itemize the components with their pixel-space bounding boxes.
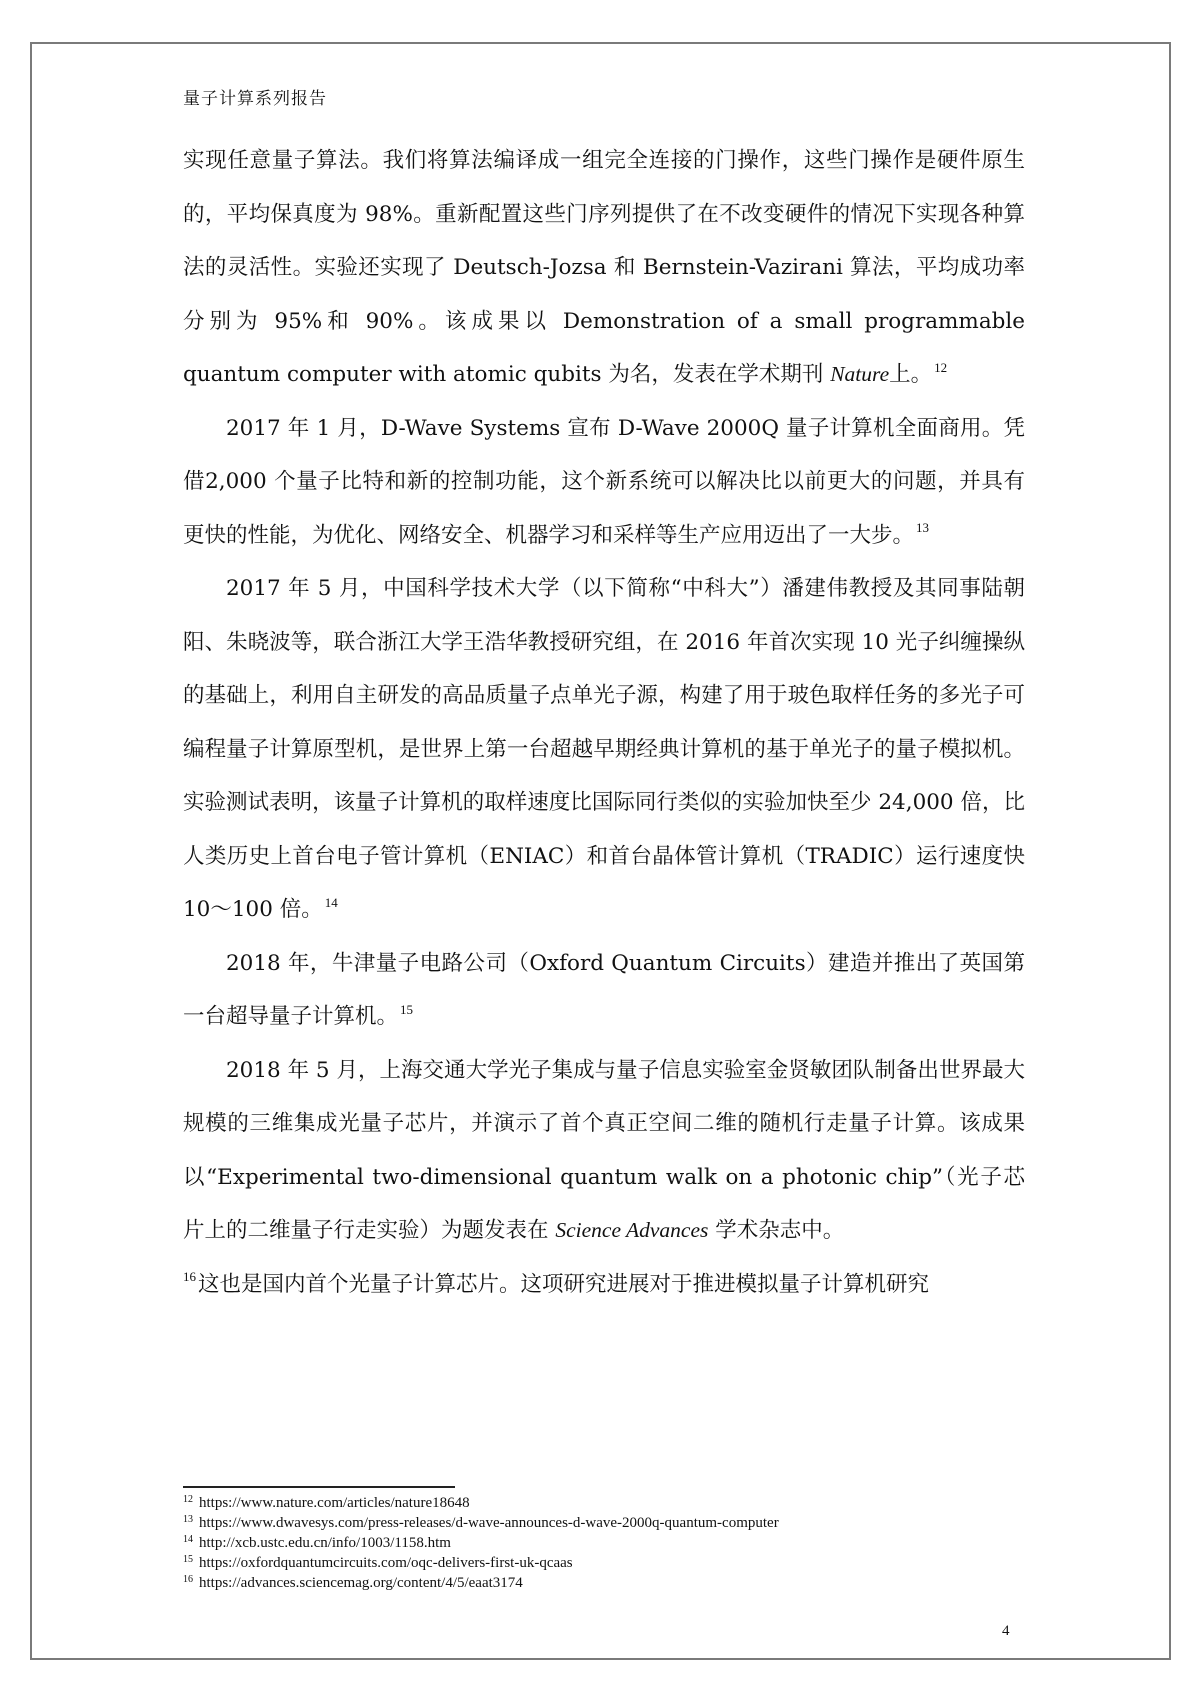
footnote-link[interactable]: http://xcb.ustc.edu.cn/info/1003/1158.htm [199, 1535, 451, 1551]
running-header: 量子计算系列报告 [183, 89, 327, 109]
footnote-link[interactable]: https://www.dwavesys.com/press-releases/d-wave-announces-d-wave-2000q-quantum-computer [199, 1515, 779, 1531]
paragraph-continuation: $^{16}$这也是国内首个光量子计算芯片。这项研究进展对于推进模拟量子计算机研究 [183, 1269, 930, 1297]
footnote-item: $^{12}$ https://www.nature.com/articles/nature18648 [183, 1494, 470, 1511]
footnote-item: $^{16}$ https://advances.sciencemag.org/content/4/5/eaat3174 [183, 1574, 523, 1591]
footnote-link[interactable]: https://oxfordquantumcircuits.com/oqc-delivers-first-uk-qcaas [199, 1555, 573, 1571]
paragraph-dwave: 2017 年 1 月，D-Wave Systems 宣布 D-Wave 2000Q 量子计算机全面商用。凭借2,000 个量子比特和新的控制功能，这个新系统可以解决比以前更大的问题，并具有更快的性能，为优化、网络安全、机器学习和采样等生产应用迈出了一大步。 $^{13}$ [183, 415, 1025, 548]
footnote-ref-12[interactable]: 12 [934, 359, 948, 375]
footnote-link[interactable]: https://advances.sciencemag.org/content/4/5/eaat3174 [199, 1575, 523, 1591]
journal-name-science-advances: Science Advances [555, 1218, 709, 1242]
journal-name-nature: Nature [830, 362, 890, 386]
footnote-ref-13[interactable]: 13 [916, 520, 930, 536]
paragraph-algorithms: 实现任意量子算法。我们将算法编译成一组完全连接的门操作，这些门操作是硬件原生的，平均保真度为 98%。重新配置这些门序列提供了在不改变硬件的情况下实现各种算法的灵活性。实验还实现了 Deutsch-Jozsa 和 Bernstein-Vazirani 算法，平均成功率分别为 95%和 90%。该成果以 Demonstration of a small programmable quantum computer with atomic qubits 为名，发表在学术期刊 Nature上。 $^{12}$ [183, 148, 1025, 387]
paragraph-ustc: 2017 年 5 月，中国科学技术大学（以下简称“中科大”）潘建伟教授及其同事陆朝阳、朱晓波等，联合浙江大学王浩华教授研究组，在 2016 年首次实现 10 光子纠缠操纵的基础上，利用自主研发的高品质量子点单光子源，构建了用于玻色取样任务的多光子可编程量子计算原型机，是世界上第一台超越早期经典计算机的基于单光子的量子模拟机。实验测试表明，该量子计算机的取样速度比国际同行类似的实验加快至少 24,000 倍，比人类历史上首台电子管计算机（ENIAC）和首台晶体管计算机（TRADIC）运行速度快 10～100 倍。 $^{14}$ [183, 576, 1025, 922]
page-number: 4 [1002, 1623, 1010, 1639]
footnote-item: $^{15}$ https://oxfordquantumcircuits.com/oqc-delivers-first-uk-qcaas [183, 1554, 573, 1571]
footnotes [183, 1493, 1025, 1593]
paragraph-sjtu: 2018 年 5 月，上海交通大学光子集成与量子信息实验室金贤敏团队制备出世界最大规模的三维集成光量子芯片，并演示了首个真正空间二维的随机行走量子计算。该成果以“Experimental two-dimensional quantum walk on a photonic chip”（光子芯片上的二维量子行走实验）为题发表在 Science Advances 学术杂志中。 [183, 1057, 1025, 1243]
paragraph-oxford: 2018 年，牛津量子电路公司（Oxford Quantum Circuits）建造并推出了英国第一台超导量子计算机。 $^{15}$ [183, 950, 1025, 1029]
page-body [183, 84, 1025, 1311]
document-page [30, 42, 1171, 1660]
footnote-ref-16[interactable]: 16 [183, 1269, 196, 1285]
footnote-item: $^{13}$ https://www.dwavesys.com/press-releases/d-wave-announces-d-wave-2000q-quantum-computer [183, 1514, 779, 1531]
footnote-ref-15[interactable]: 15 [400, 1001, 414, 1017]
footnote-item: $^{14}$ http://xcb.ustc.edu.cn/info/1003/1158.htm [183, 1534, 451, 1551]
footnote-link[interactable]: https://www.nature.com/articles/nature18648 [199, 1495, 470, 1511]
footnote-ref-14[interactable]: 14 [324, 894, 338, 910]
footnote-separator [183, 1486, 455, 1488]
